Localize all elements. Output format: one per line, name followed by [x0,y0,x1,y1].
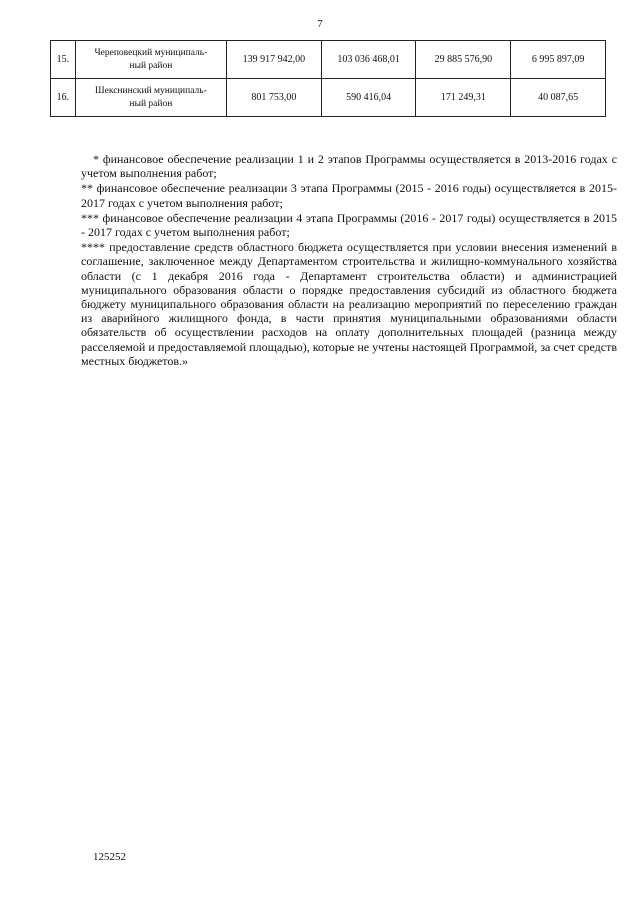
footnote-3: *** финансовое обеспечение реализации 4 этапа Программы (2016 - 2017 годы) осуществляется в 2015 - 2017 годах с учетом выполнения работ; [81,210,617,240]
municipality-name-line: ный район [129,60,173,71]
document-code: 125252 [93,851,126,863]
table-row [51,41,606,79]
row-number: 15. [51,41,76,79]
table-row [51,79,606,117]
amount-total: 801 753,00 [227,79,322,117]
footnote-1: * финансовое обеспечение реализации 1 и 2 этапов Программы осуществляется в 2013-2016 годах с учетом выполнения работ; [81,152,617,181]
amount-total: 139 917 942,00 [227,41,322,79]
row-number: 16. [51,79,76,117]
amount-local: 40 087,65 [511,79,606,117]
municipality-name-line: ный район [129,98,173,109]
municipality-name [75,41,226,79]
municipality-name [75,79,226,117]
municipality-name-line: Шекснинский муниципаль- [95,85,207,96]
footnote-4: **** предоставление средств областного бюджета осуществляется при условии внесения изменений в соглашение, заключенное между Департаментом строительства и жилищно-коммунального хозяйства области (с 1 декабря 2016 года - Департамент строительства области) и администрацией муниципального образования области о порядке предоставления субсидий из областного бюджета бюджету муниципального образования области на реализацию мероприятий по переселению граждан из аварийного жилищного фонда, в части принятия муниципальными образованиями области обязательств об осуществлении расходов на оплату дополнительных площадей (разница между расселяемой и предоставляемой площадью), которые не учтены настоящей Программой, за счет средств местных бюджетов.» [81,240,617,368]
amount-fund: 590 416,04 [321,79,416,117]
amount-local: 6 995 897,09 [511,41,606,79]
funding-table [50,40,606,117]
amount-regional: 171 249,31 [416,79,511,117]
amount-fund: 103 036 468,01 [321,41,416,79]
footnote-2: ** финансовое обеспечение реализации 3 этапа Программы (2015 - 2016 годы) осуществляется в 2015-2017 годах с учетом выполнения работ; [81,181,617,210]
municipality-name-line: Череповецкий муниципаль- [94,47,208,58]
page-number: 7 [317,18,323,30]
amount-regional: 29 885 576,90 [416,41,511,79]
footnotes [81,152,617,369]
